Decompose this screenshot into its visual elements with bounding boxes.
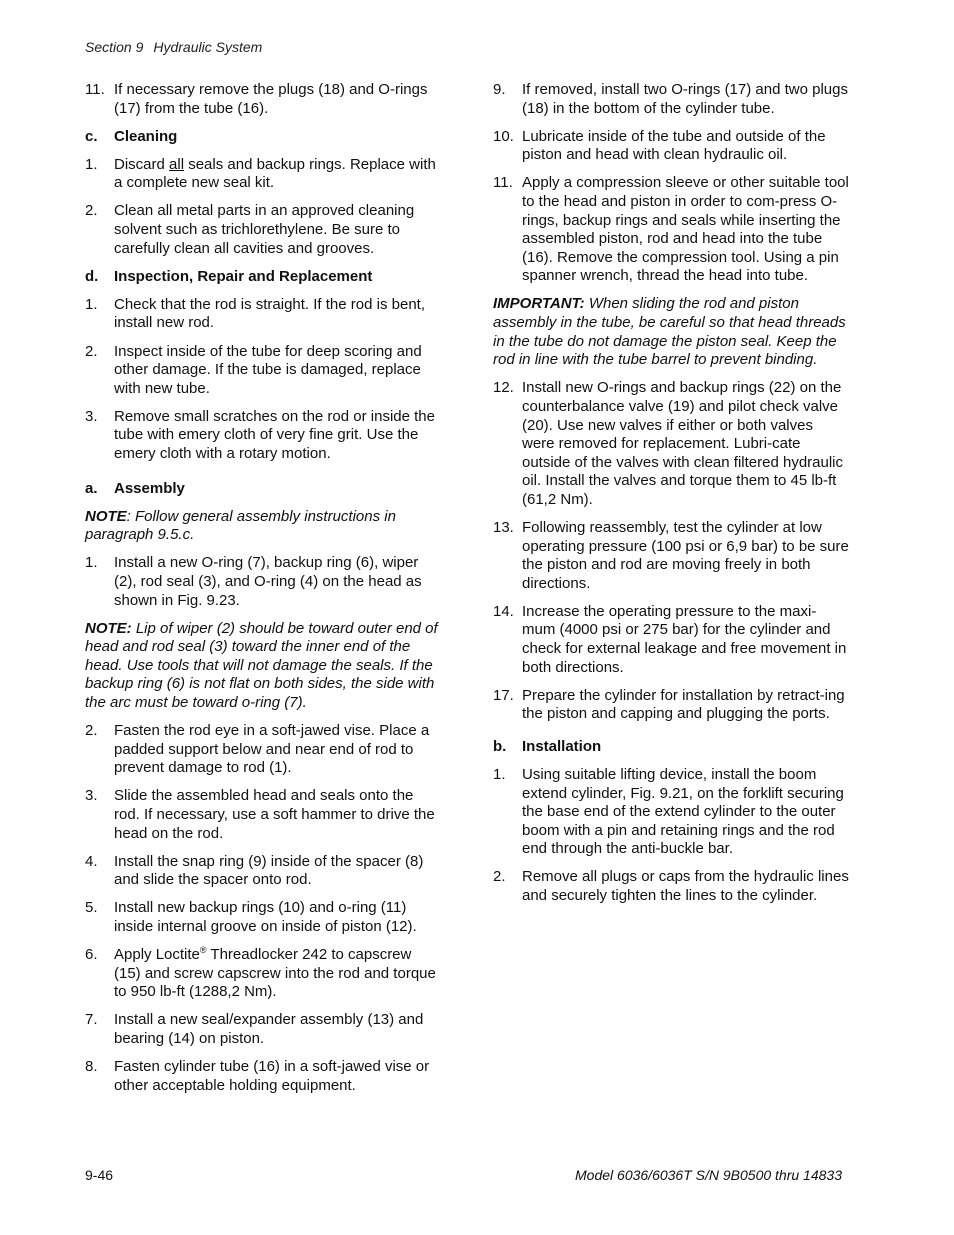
heading-inspection: d. Inspection, Repair and Replacement bbox=[85, 267, 373, 285]
heading-installation: b. Installation bbox=[493, 737, 602, 755]
list-item: 14. Increase the operating pressure to the maxi-mum (4000 psi or 275 bar) for the cylinder and check for external leakage and free movement in both directions. bbox=[493, 602, 847, 676]
list-item: 2. Fasten the rod eye in a soft-jawed vise. Place a padded support below and near end of rod to prevent damage to rod (1). bbox=[85, 722, 430, 777]
list-item: 7. Install a new seal/expander assembly (13) and bearing (14) on piston. bbox=[85, 1011, 424, 1047]
list-item: 12. Install new O-rings and backup rings (22) on the counterbalance valve (19) and pilot check valve (20). Use new valves if either or both valves were removed for replacement. Lubri-cate outside of the valves with clean filtered hydraulic oil. Install the valves and torque them to 45 lb-ft (61,2 Nm). bbox=[493, 379, 844, 508]
important-note: IMPORTANT: When sliding the rod and piston assembly in the tube, be careful so that head threads in the tube do not damage the piston seal. Keep the rod in line with the tube barrel to prevent binding. bbox=[493, 295, 846, 369]
list-item: 10. Lubricate inside of the tube and outside of the piston and head with clean hydraulic oil. bbox=[493, 127, 826, 164]
heading-assembly: a. Assembly bbox=[85, 479, 185, 497]
list-item: 3. Slide the assembled head and seals onto the rod. If necessary, use a soft hammer to drive the head on the rod. bbox=[85, 787, 435, 842]
list-item: 3. Remove small scratches on the rod or inside the tube with emery cloth of very fine grit. Use the emery cloth with a rotary motion. bbox=[85, 407, 435, 462]
page-header bbox=[85, 39, 262, 55]
list-item: 1. Discard all seals and backup rings. Replace with a complete new seal kit. bbox=[85, 155, 436, 192]
list-item: 1. Using suitable lifting device, install the boom extend cylinder, Fig. 9.21, on the forklift securing the base end of the extend cylinder to the outer boom with a pin and retaining rings and the rod end through the anti-buckle bar. bbox=[493, 766, 844, 858]
list-item: 2. Clean all metal parts in an approved cleaning solvent such as trichlorethylene. Be sure to carefully clean all cavities and grooves. bbox=[85, 202, 415, 257]
list-item: 11. Apply a compression sleeve or other suitable tool to the head and piston in order to com-press O-rings, backup rings and seals while inserting the assembled piston, rod and head into the tube (16). Remove the compression tool. Using a pin spanner wrench, thread the head into tube. bbox=[493, 174, 849, 285]
section-title: Hydraulic System bbox=[153, 39, 263, 55]
list-item: 2. Remove all plugs or caps from the hydraulic lines and securely tighten the lines to the cylinder. bbox=[493, 868, 849, 905]
note: NOTE: Follow general assembly instructions in paragraph 9.5.c. bbox=[85, 507, 396, 544]
left-column bbox=[85, 81, 440, 1105]
list-item: 2. Inspect inside of the tube for deep scoring and other damage. If the tube is damaged, replace with new tube. bbox=[85, 342, 422, 397]
list-item: 8. Fasten cylinder tube (16) in a soft-jawed vise or other acceptable holding equipment. bbox=[85, 1058, 430, 1094]
list-item: 4. Install the snap ring (9) inside of the spacer (8) and slide the spacer onto rod. bbox=[85, 852, 424, 889]
right-column bbox=[493, 81, 849, 915]
note: NOTE: Lip of wiper (2) should be toward outer end of head and rod seal (3) toward the inner end of the head. Use tools that will not damage the seals. If the backup ring (6) is not flat on both sides, the side with the arc must be toward o-ring (7). bbox=[85, 619, 438, 712]
heading-cleaning: c. Cleaning bbox=[85, 127, 178, 145]
list-item: 11. If necessary remove the plugs (18) and O-rings (17) from the tube (16). bbox=[85, 81, 428, 117]
list-item: 1. Check that the rod is straight. If the rod is bent, install new rod. bbox=[85, 295, 425, 332]
page-number: 9-46 bbox=[85, 1167, 114, 1183]
list-item: 13. Following reassembly, test the cylinder at low operating pressure (100 psi or 6,9 bar) to be sure the piston and rod are moving freely in both directions. bbox=[493, 518, 849, 592]
list-item: 17. Prepare the cylinder for installation by retract-ing the piston and capping and plugging the ports. bbox=[493, 686, 845, 723]
model-info: Model 6036/6036T S/N 9B0500 thru 14833 bbox=[575, 1167, 842, 1183]
section-label: Section 9 bbox=[85, 39, 144, 55]
list-item: 9. If removed, install two O-rings (17) and two plugs (18) in the bottom of the cylinder tube. bbox=[493, 81, 848, 117]
list-item: 6. Apply Loctite® Threadlocker 242 to capscrew (15) and screw capscrew into the rod and torque to 950 lb-ft (1288,2 Nm). bbox=[85, 945, 436, 1001]
list-item: 1. Install a new O-ring (7), backup ring (6), wiper (2), rod seal (3), and O-ring (4) on the head as shown in Fig. 9.23. bbox=[85, 554, 422, 609]
list-item: 5. Install new backup rings (10) and o-ring (11) inside internal groove on inside of piston (12). bbox=[85, 899, 417, 935]
